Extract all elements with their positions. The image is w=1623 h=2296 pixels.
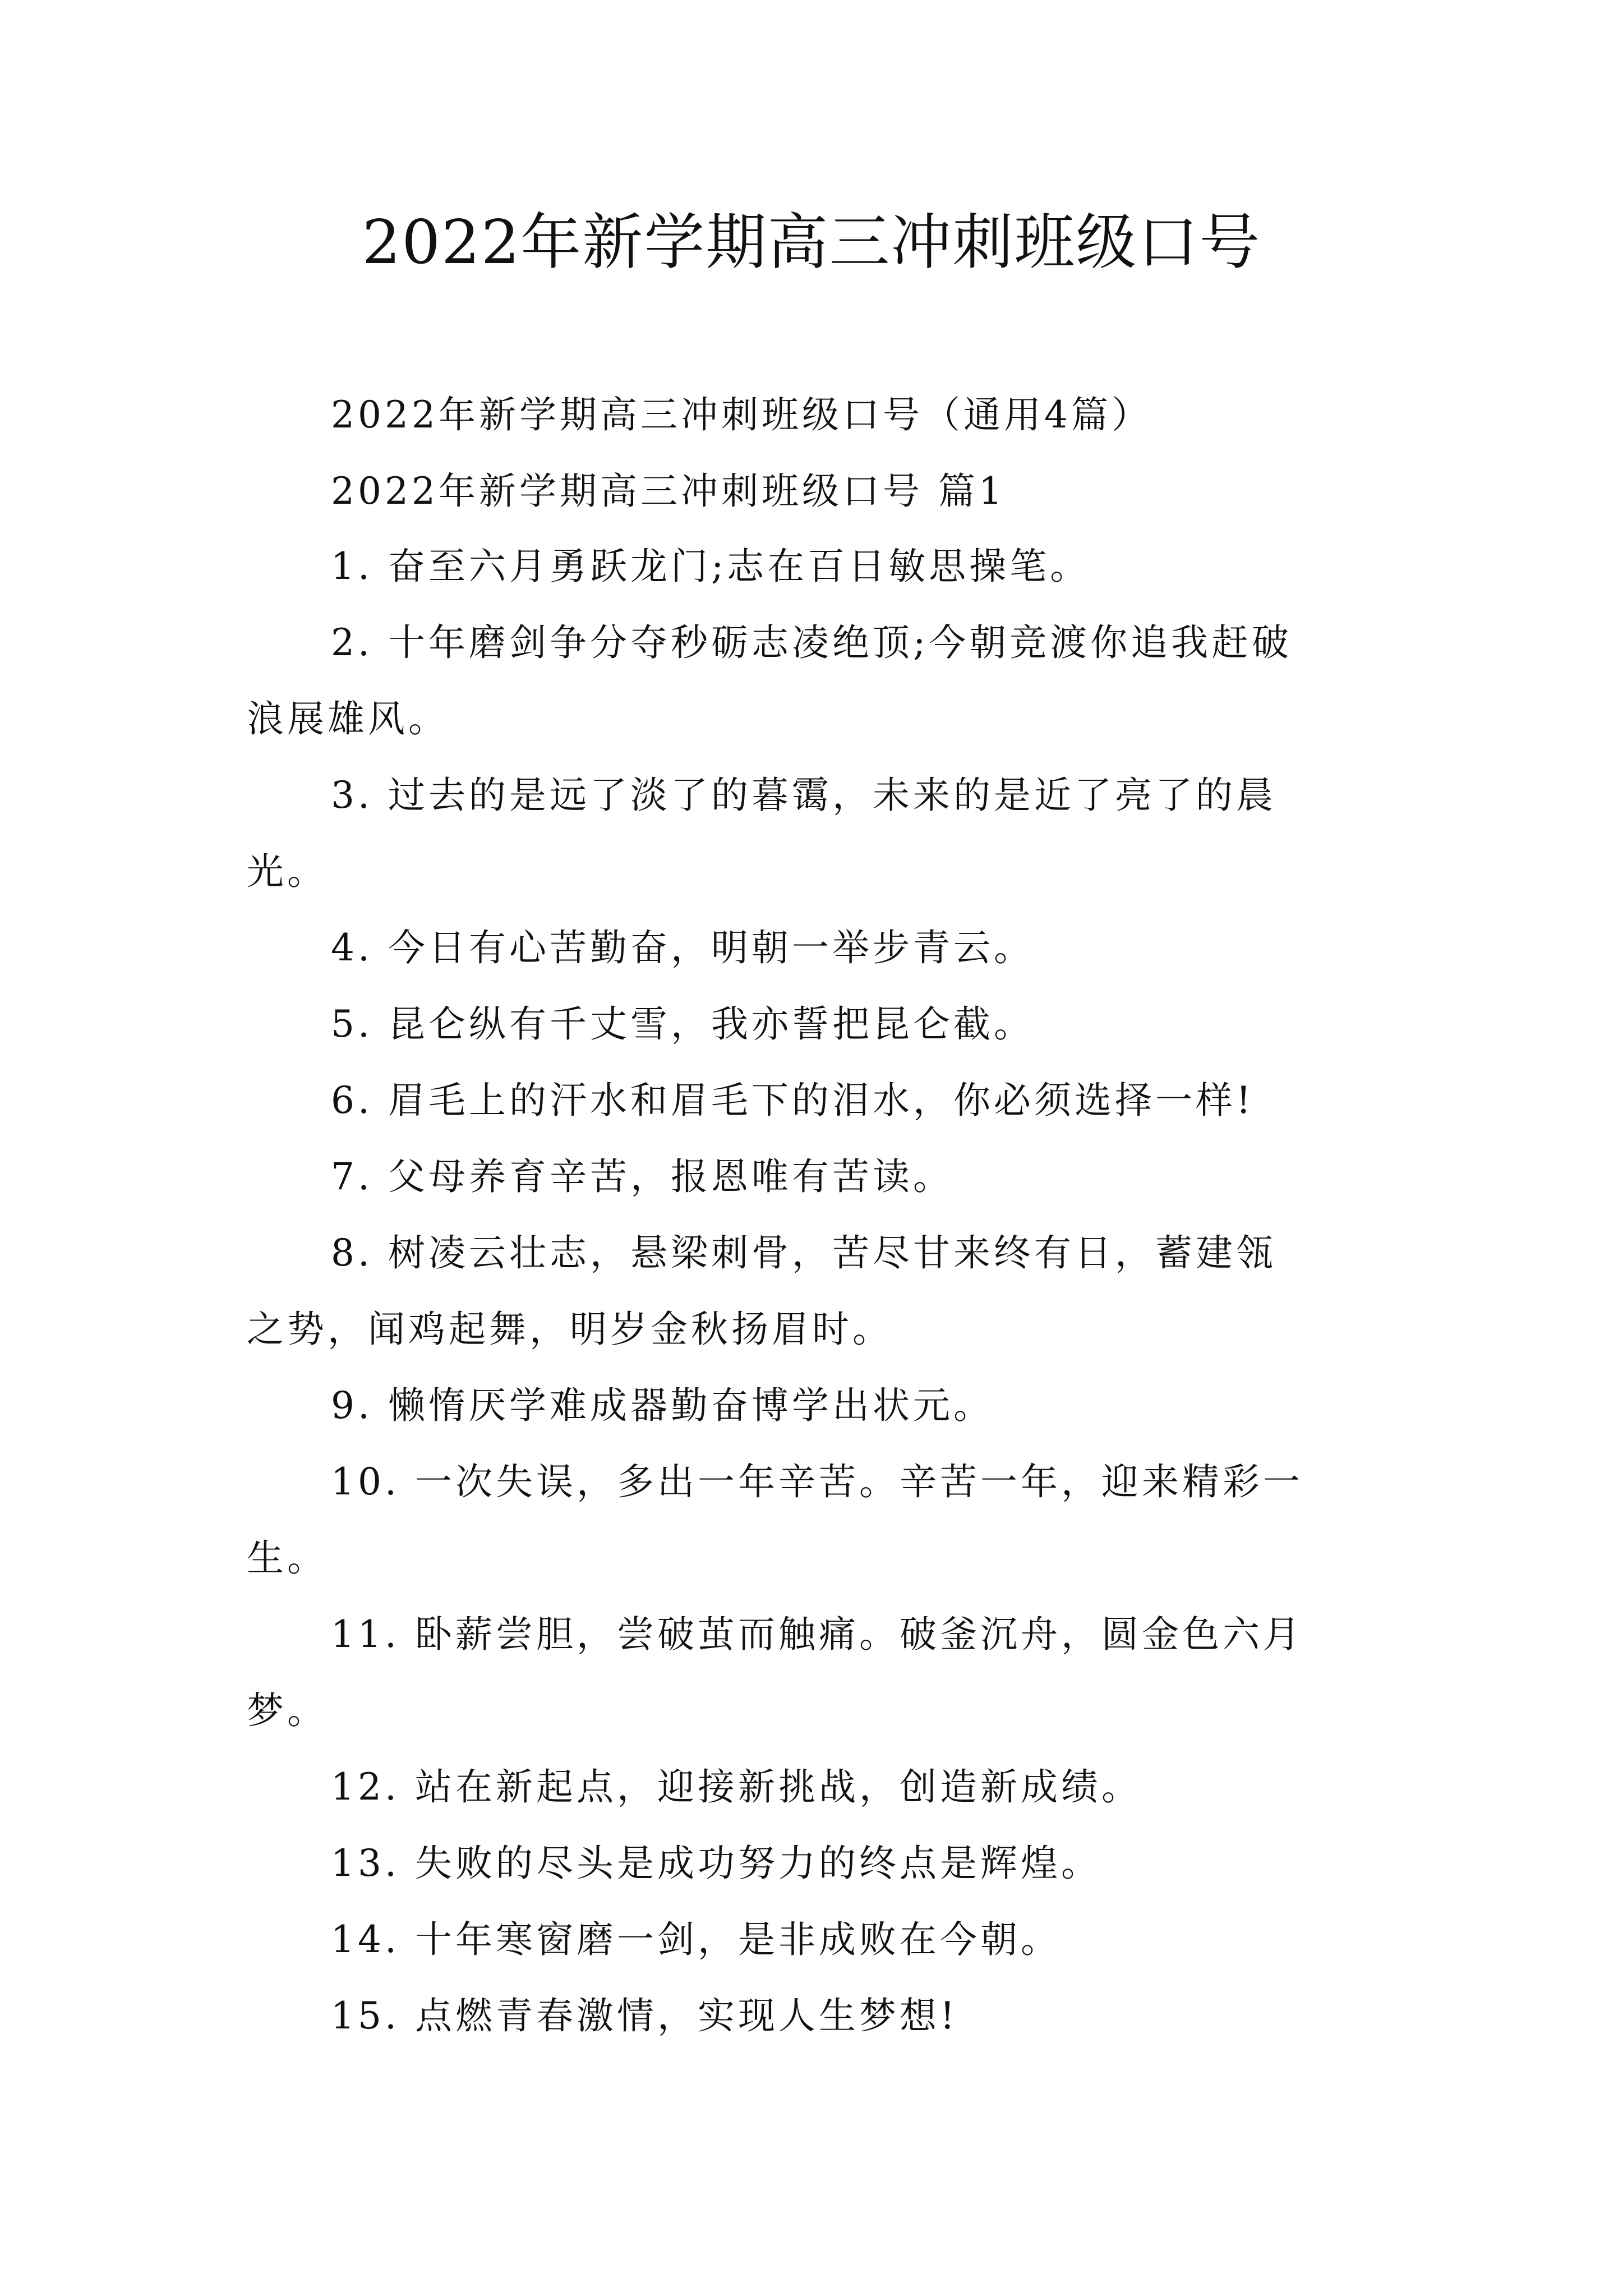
slogan-line-continuation: 光。	[247, 850, 328, 893]
slogan-line: 15. 点燃青春激情，实现人生梦想!	[331, 1994, 958, 2037]
slogan-line: 1. 奋至六月勇跃龙门;志在百日敏思操笔。	[331, 545, 1091, 588]
slogan-line: 9. 懒惰厌学难成器勤奋博学出状元。	[331, 1384, 994, 1427]
slogan-line-continuation: 生。	[247, 1536, 328, 1580]
slogan-line: 7. 父母养育辛苦，报恩唯有苦读。	[331, 1155, 953, 1198]
slogan-line: 14. 十年寒窗磨一剑，是非成败在今朝。	[331, 1918, 1061, 1961]
document-subtitle: 2022年新学期高三冲刺班级口号（通用4篇）	[331, 393, 1152, 436]
slogan-line-continuation: 浪展雄风。	[247, 697, 449, 740]
section-heading: 2022年新学期高三冲刺班级口号 篇1	[331, 470, 1006, 513]
slogan-line: 12. 站在新起点，迎接新挑战，创造新成绩。	[331, 1765, 1142, 1809]
slogan-line: 2. 十年磨剑争分夺秒砺志凌绝顶;今朝竞渡你追我赶破	[331, 621, 1293, 664]
slogan-line-continuation: 之势，闻鸡起舞，明岁金秋扬眉时。	[247, 1308, 893, 1351]
document-title: 2022年新学期高三冲刺班级口号	[362, 208, 1261, 278]
slogan-line: 10. 一次失误，多出一年辛苦。辛苦一年，迎来精彩一	[331, 1460, 1303, 1503]
slogan-line: 4. 今日有心苦勤奋，明朝一举步青云。	[331, 926, 1034, 969]
slogan-line: 11. 卧薪尝胆，尝破茧而触痛。破釜沉舟，圆金色六月	[331, 1613, 1303, 1656]
slogan-line: 13. 失败的尽头是成功努力的终点是辉煌。	[331, 1842, 1101, 1885]
slogan-line-continuation: 梦。	[247, 1689, 328, 1732]
slogan-line: 5. 昆仑纵有千丈雪，我亦誓把昆仑截。	[331, 1002, 1034, 1046]
slogan-line: 6. 眉毛上的汗水和眉毛下的泪水，你必须选择一样!	[331, 1079, 1255, 1122]
slogan-line: 8. 树凌云壮志，悬梁刺骨，苦尽甘来终有日，蓄建瓴	[331, 1231, 1276, 1274]
slogan-line: 3. 过去的是远了淡了的暮霭，未来的是近了亮了的晨	[331, 774, 1276, 817]
